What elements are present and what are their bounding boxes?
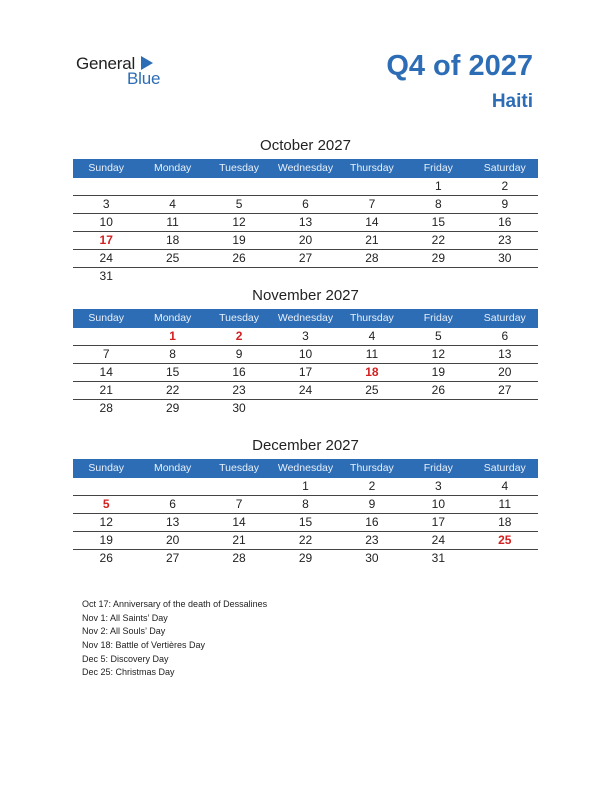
day-cell: 28 [232, 551, 246, 565]
day-cell: 14 [365, 215, 379, 229]
day-cell: 4 [169, 197, 176, 211]
day-cell: 10 [99, 215, 113, 229]
day-cell: 8 [302, 497, 309, 511]
week-row [73, 532, 538, 550]
day-cell: 14 [99, 365, 113, 379]
weekday-label: Friday [423, 312, 453, 324]
day-cell: 11 [498, 497, 512, 511]
day-cell: 29 [431, 251, 446, 265]
day-cell: 14 [232, 515, 246, 529]
day-cell: 31 [431, 551, 446, 565]
day-cell: 22 [298, 533, 313, 547]
day-cell: 16 [498, 215, 512, 229]
empty-day-cell [339, 178, 405, 195]
weekday-label: Sunday [88, 462, 125, 474]
empty-day-cell [339, 400, 405, 417]
day-cell: 16 [365, 515, 379, 529]
day-cell: 25 [165, 251, 180, 265]
weekday-label: Sunday [88, 312, 125, 324]
weekday-label: Saturday [483, 462, 526, 474]
day-cell: 1 [302, 479, 309, 493]
day-cell: 17 [99, 233, 113, 247]
weekday-label: Wednesday [277, 462, 334, 474]
day-cell: 13 [298, 215, 313, 229]
empty-day-cell [472, 400, 538, 417]
weekday-label: Thursday [350, 162, 394, 174]
empty-day-cell [472, 550, 538, 567]
day-cell: 5 [435, 329, 442, 343]
weekday-label: Monday [153, 462, 192, 474]
day-cell: 22 [165, 383, 180, 397]
day-cell: 3 [102, 197, 110, 211]
day-cell: 21 [365, 233, 379, 247]
weekday-header [73, 309, 538, 328]
day-cell: 11 [166, 215, 179, 229]
day-cell: 7 [102, 347, 110, 361]
day-cell: 23 [498, 233, 512, 247]
empty-day-cell [405, 400, 471, 417]
empty-day-cell [139, 478, 205, 495]
month-title: November 2027 [252, 287, 359, 304]
empty-day-cell [472, 268, 538, 285]
week-row [73, 496, 538, 514]
weekday-label: Wednesday [277, 312, 334, 324]
week-row [73, 400, 538, 417]
weekday-label: Friday [423, 162, 453, 174]
day-cell: 3 [435, 479, 442, 493]
day-cell: 16 [232, 365, 246, 379]
day-cell: 15 [165, 365, 180, 379]
country-name: Haiti [491, 91, 533, 112]
day-cell: 21 [232, 533, 246, 547]
week-row [73, 178, 538, 196]
day-cell: 27 [498, 383, 512, 397]
day-cell: 28 [99, 401, 113, 415]
holiday-note: Dec 25: Christmas Day [82, 667, 175, 678]
page-title: Q4 of 2027 [386, 50, 533, 82]
day-cell: 30 [365, 551, 379, 565]
holiday-note: Oct 17: Anniversary of the death of Dessalines [82, 599, 268, 609]
day-cell: 18 [165, 233, 180, 247]
day-cell: 2 [235, 329, 243, 343]
weekday-label: Sunday [88, 162, 125, 174]
weekday-label: Saturday [483, 312, 526, 324]
week-row [73, 550, 538, 567]
weekday-header [73, 459, 538, 478]
day-cell: 29 [298, 551, 313, 565]
weekday-header [73, 159, 538, 178]
weekday-label: Monday [153, 162, 192, 174]
day-cell: 19 [232, 233, 246, 247]
empty-day-cell [139, 268, 205, 285]
day-cell: 4 [501, 479, 509, 493]
day-cell: 6 [501, 329, 509, 343]
day-cell: 5 [102, 497, 110, 511]
day-cell: 22 [431, 233, 446, 247]
day-cell: 9 [501, 197, 509, 211]
day-cell: 6 [169, 497, 176, 511]
day-cell: 27 [165, 551, 180, 565]
day-cell: 5 [235, 197, 243, 211]
day-cell: 23 [365, 533, 379, 547]
holiday-notes [82, 598, 267, 680]
day-cell: 2 [368, 479, 376, 493]
empty-day-cell [73, 478, 139, 495]
day-cell: 18 [365, 365, 379, 379]
day-cell: 31 [99, 269, 113, 283]
day-cell: 8 [169, 347, 176, 361]
day-cell: 20 [298, 233, 313, 247]
day-cell: 2 [501, 179, 509, 193]
day-cell: 27 [298, 251, 313, 265]
empty-day-cell [339, 268, 405, 285]
holiday-note: Nov 18: Battle of Vertières Day [82, 640, 206, 651]
week-row [73, 196, 538, 214]
month-december [73, 437, 538, 567]
day-cell: 4 [368, 329, 376, 343]
day-cell: 25 [498, 533, 512, 547]
week-row [73, 382, 538, 400]
week-row [73, 364, 538, 382]
week-row [73, 514, 538, 532]
month-title: December 2027 [252, 437, 359, 454]
day-cell: 17 [431, 515, 446, 529]
month-title: October 2027 [260, 137, 351, 154]
day-cell: 26 [99, 551, 113, 565]
day-cell: 20 [498, 365, 512, 379]
empty-day-cell [206, 268, 272, 285]
day-cell: 24 [99, 251, 113, 265]
day-cell: 9 [235, 347, 243, 361]
day-cell: 19 [99, 533, 113, 547]
day-cell: 9 [368, 497, 376, 511]
holiday-note: Nov 2: All Souls’ Day [82, 626, 166, 637]
logo-general-text: General [76, 54, 136, 73]
weekday-label: Wednesday [277, 162, 334, 174]
week-row [73, 232, 538, 250]
empty-day-cell [139, 178, 205, 195]
day-cell: 15 [298, 515, 313, 529]
week-row [73, 328, 538, 346]
week-row [73, 268, 538, 285]
week-row [73, 346, 538, 364]
day-cell: 18 [498, 515, 512, 529]
day-cell: 1 [435, 179, 442, 193]
day-cell: 12 [99, 515, 113, 529]
empty-day-cell [206, 478, 272, 495]
weekday-label: Friday [423, 462, 453, 474]
day-cell: 15 [431, 215, 446, 229]
month-october [73, 137, 538, 285]
day-cell: 21 [99, 383, 113, 397]
day-cell: 17 [298, 365, 313, 379]
empty-day-cell [73, 328, 139, 345]
day-cell: 24 [298, 383, 313, 397]
holiday-note: Dec 5: Discovery Day [82, 653, 169, 664]
weekday-label: Thursday [350, 312, 394, 324]
day-cell: 12 [431, 347, 446, 361]
day-cell: 13 [165, 515, 180, 529]
week-row [73, 478, 538, 496]
day-cell: 19 [431, 365, 446, 379]
week-row [73, 214, 538, 232]
day-cell: 24 [431, 533, 446, 547]
day-cell: 12 [232, 215, 246, 229]
holiday-note: Nov 1: All Saints’ Day [82, 612, 168, 623]
day-cell: 30 [232, 401, 246, 415]
week-row [73, 250, 538, 268]
day-cell: 30 [498, 251, 512, 265]
day-cell: 1 [169, 329, 176, 343]
day-cell: 10 [431, 497, 446, 511]
day-cell: 3 [302, 329, 309, 343]
day-cell: 7 [235, 497, 243, 511]
logo-triangle-icon [141, 56, 153, 70]
logo-blue-text: Blue [127, 69, 161, 88]
weekday-label: Saturday [483, 162, 526, 174]
day-cell: 26 [431, 383, 446, 397]
generalblue-logo [76, 54, 176, 88]
day-cell: 23 [232, 383, 246, 397]
weekday-label: Thursday [350, 462, 394, 474]
empty-day-cell [405, 268, 471, 285]
day-cell: 20 [165, 533, 180, 547]
day-cell: 8 [435, 197, 442, 211]
month-november [73, 287, 538, 417]
empty-day-cell [272, 178, 338, 195]
empty-day-cell [73, 178, 139, 195]
day-cell: 10 [298, 347, 313, 361]
day-cell: 6 [302, 197, 309, 211]
empty-day-cell [272, 268, 338, 285]
empty-day-cell [206, 178, 272, 195]
weekday-label: Tuesday [219, 162, 259, 174]
day-cell: 13 [498, 347, 512, 361]
day-cell: 11 [365, 347, 379, 361]
day-cell: 29 [165, 401, 180, 415]
empty-day-cell [272, 400, 338, 417]
weekday-label: Monday [153, 312, 192, 324]
weekday-label: Tuesday [219, 312, 259, 324]
day-cell: 28 [365, 251, 379, 265]
day-cell: 25 [365, 383, 379, 397]
weekday-label: Tuesday [219, 462, 259, 474]
day-cell: 7 [368, 197, 376, 211]
day-cell: 26 [232, 251, 246, 265]
